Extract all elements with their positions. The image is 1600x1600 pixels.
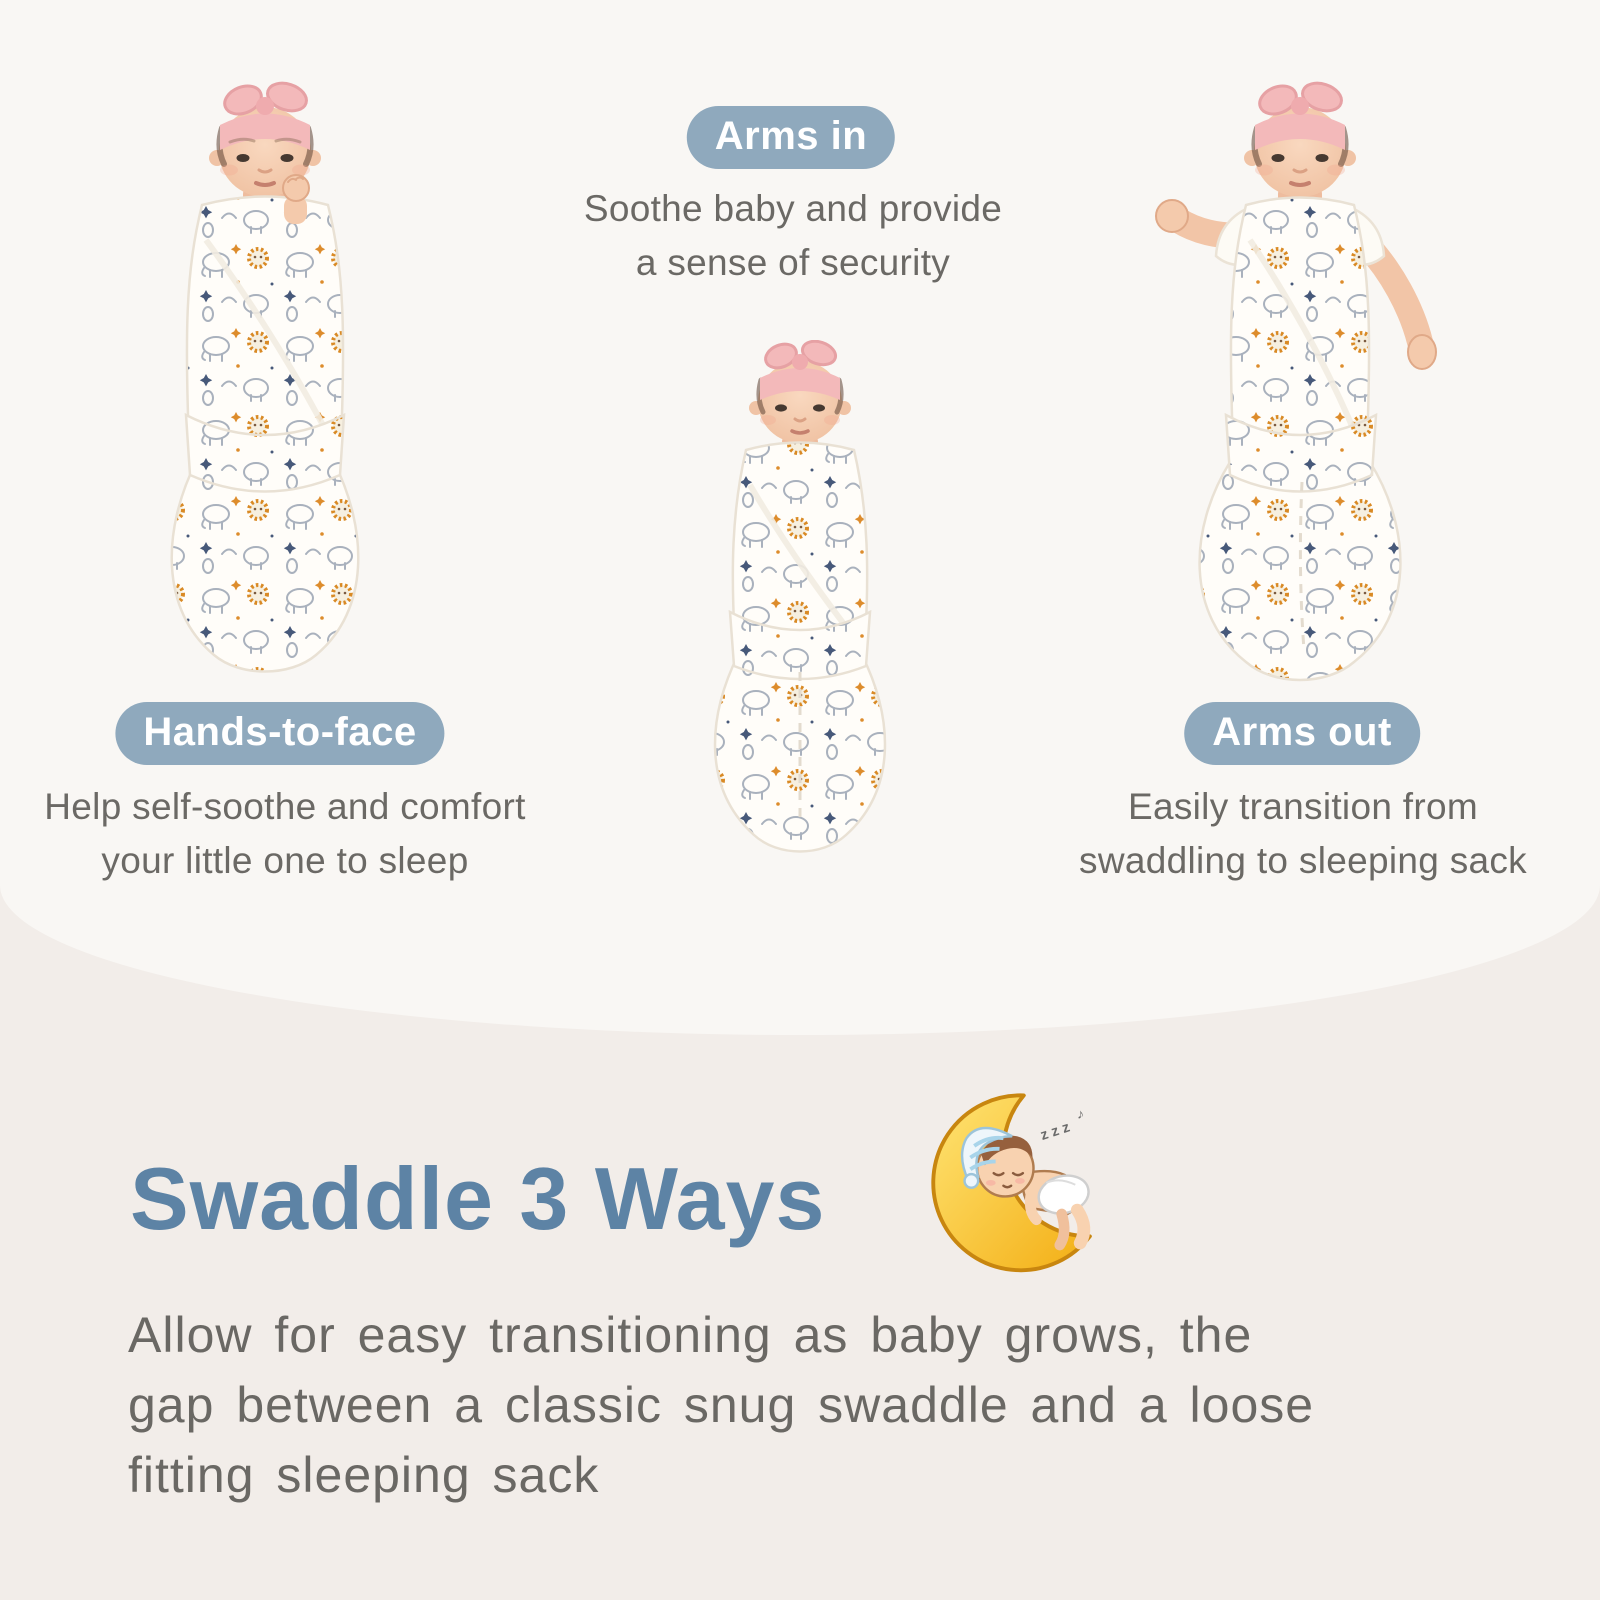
pose-description-line: Help self-soothe and comfort — [44, 786, 526, 827]
pose-description-arms-in — [584, 182, 1002, 290]
paragraph-line: Allow for easy transitioning as baby grows, the — [128, 1307, 1253, 1363]
sleeping-baby-on-moon-icon — [918, 1076, 1116, 1280]
pose-badge-arms-out — [1184, 702, 1420, 765]
pose-description-line: Easily transition from — [1127, 786, 1478, 827]
pose-description-line: your little one to sleep — [101, 840, 469, 881]
baby-arms-out-illustration — [1130, 70, 1470, 690]
pose-badge-hands-to-face — [115, 702, 444, 765]
pose-badge-arms-in-label: Arms in — [714, 114, 868, 158]
section-heading: Swaddle 3 Ways — [130, 1149, 826, 1248]
pose-badge-arms-out-label: Arms out — [1212, 710, 1392, 754]
pose-description-line: a sense of security — [635, 242, 951, 283]
baby-hands-to-face-illustration — [110, 70, 420, 690]
paragraph-line: fitting sleeping sack — [128, 1447, 600, 1503]
pose-badge-hands-to-face-label: Hands-to-face — [143, 710, 417, 754]
pose-badge-arms-in — [687, 106, 895, 169]
section-paragraph — [128, 1300, 1528, 1510]
pose-description-line: swaddling to sleeping sack — [1079, 840, 1527, 881]
pose-description-hands-to-face — [44, 780, 525, 888]
pose-description-arms-out — [1079, 780, 1527, 888]
zzz-text: z z z — [1038, 1119, 1072, 1144]
music-note-icon: ♪ — [1077, 1106, 1085, 1122]
moon-baby-illustration — [918, 1076, 1116, 1280]
baby-photo-hands-to-face — [110, 70, 420, 690]
baby-arms-in-illustration — [650, 340, 950, 875]
baby-photo-arms-out — [1130, 70, 1470, 690]
pose-description-line: Soothe baby and provide — [583, 188, 1003, 229]
paragraph-line: gap between a classic snug swaddle and a loose — [128, 1377, 1315, 1433]
baby-photo-arms-in — [650, 340, 950, 875]
